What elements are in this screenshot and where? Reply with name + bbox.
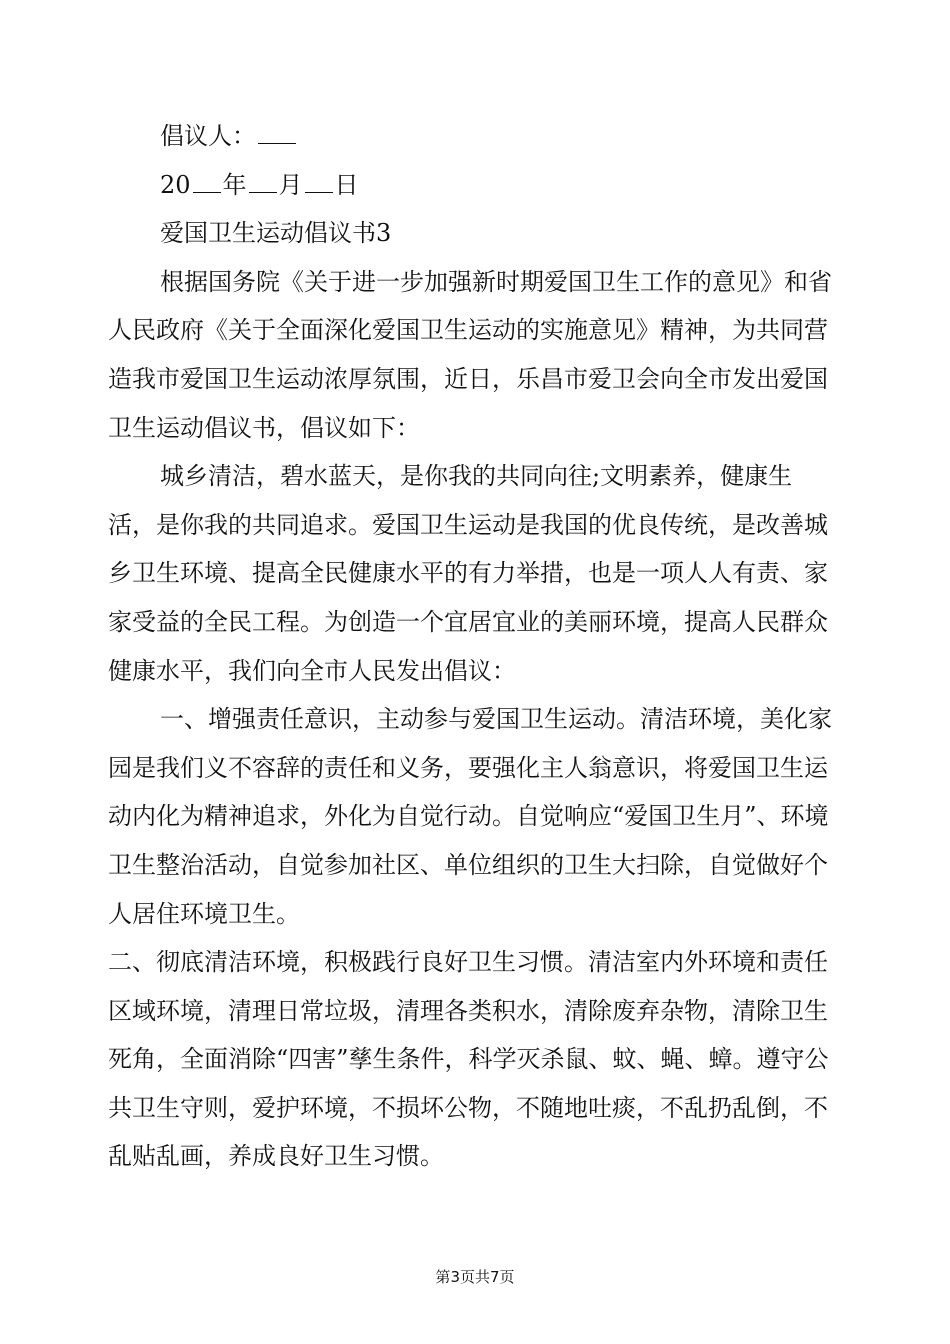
date-year-label: 年 xyxy=(222,170,247,199)
date-month-label: 月 xyxy=(278,170,303,199)
date-day-label: 日 xyxy=(334,170,359,199)
section-title: 爱国卫生运动倡议书3 xyxy=(160,219,392,248)
date-line xyxy=(108,161,836,210)
day-blank xyxy=(305,166,333,193)
page-suffix: 页 xyxy=(499,1268,515,1286)
page-prefix: 第 xyxy=(435,1268,451,1286)
proposer-blank xyxy=(258,117,296,144)
document-body xyxy=(108,112,836,1181)
year-blank xyxy=(193,166,221,193)
paragraph-intro: 根据国务院《关于进一步加强新时期爱国卫生工作的意见》和省人民政府《关于全面深化爱国卫生运动的实施意见》精神，为共同营造我市爱国卫生运动浓厚氛围，近日，乐昌市爱卫会向全市发出爱国卫生运动倡议书，倡议如下： xyxy=(108,267,832,442)
current-page-number: 3 xyxy=(450,1268,460,1286)
page-middle: 页共 xyxy=(459,1268,490,1286)
proposer-label: 倡议人： xyxy=(160,122,256,150)
date-prefix: 20 xyxy=(160,170,191,199)
paragraph-background: 城乡清洁，碧水蓝天，是你我的共同向往;文明素养，健康生活，是你我的共同追求。爱国卫生运动是我国的优良传统，是改善城乡卫生环境、提高全民健康水平的有力举措，也是一项人人有责、家家受益的全民工程。为创造一个宜居宜业的美丽环境，提高人民群众健康水平，我们向全市人民发出倡议： xyxy=(108,462,828,685)
month-blank xyxy=(249,166,277,193)
paragraph-item-one: 一、增强责任意识，主动参与爱国卫生运动。清洁环境，美化家园是我们义不容辞的责任和义务，要强化主人翁意识，将爱国卫生运动内化为精神追求，外化为自觉行动。自觉响应“爱国卫生月”、环境卫生整治活动，自觉参加社区、单位组织的卫生大扫除，自觉做好个人居住环境卫生。 xyxy=(108,705,832,928)
total-pages-number: 7 xyxy=(490,1268,500,1286)
proposer-line xyxy=(108,112,836,161)
page-footer xyxy=(0,1266,950,1287)
paragraph-item-two: 二、彻底清洁环境，积极践行良好卫生习惯。清洁室内外环境和责任区域环境，清理日常垃圾，清理各类积水，清除废弃杂物，清除卫生死角，全面消除“四害”孳生条件，科学灭杀鼠、蚊、蝇、蟑。遵守公共卫生守则，爱护环境，不损坏公物，不随地吐痰，不乱扔乱倒，不乱贴乱画，养成良好卫生习惯。 xyxy=(108,948,829,1171)
